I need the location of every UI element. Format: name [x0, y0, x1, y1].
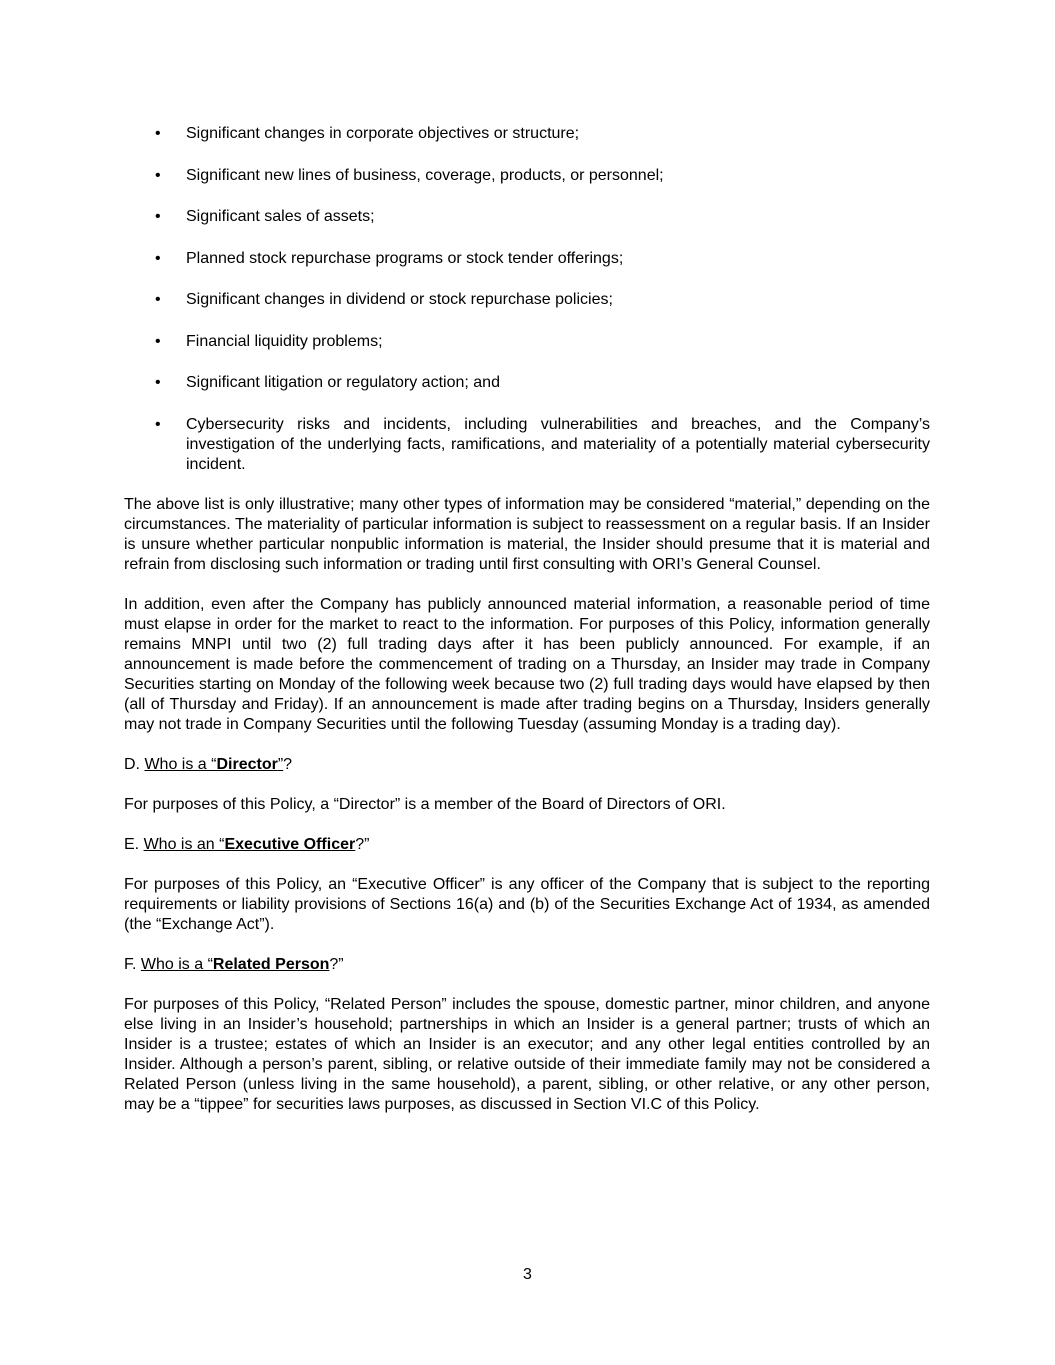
section-letter: D. — [124, 755, 145, 773]
list-item — [124, 207, 930, 227]
illustrative-list-paragraph: The above list is only illustrative; many other types of information may be considered “material,” depending on the circumstances. The materiality of particular information is subject to reassessment on a regular basis. If an Insider is unsure whether particular nonpublic information is material, the Insider should presume that it is material and refrain from disclosing such information or trading until first consulting with ORI’s General Counsel. — [124, 495, 930, 573]
list-item — [124, 415, 930, 475]
section-question: Who is an “Executive Officer — [143, 835, 356, 853]
defined-term: Director — [216, 755, 278, 773]
list-item-text: Planned stock repurchase programs or stock tender offerings; — [186, 249, 624, 267]
defined-term: Related Person — [212, 955, 330, 973]
page-content — [124, 124, 930, 1135]
section-letter: F. — [124, 955, 141, 973]
section-question: Who is a “Related Person — [140, 955, 330, 973]
section-heading-executive-officer: E. Who is an “Executive Officer?” — [124, 835, 370, 853]
bullet-icon: • — [155, 208, 161, 225]
list-item-text: Financial liquidity problems; — [186, 332, 383, 350]
list-item — [124, 166, 930, 186]
material-information-examples-list — [124, 124, 930, 475]
related-person-definition-paragraph: For purposes of this Policy, “Related Person” includes the spouse, domestic partner, minor children, and anyone else living in an Insider’s household; partnerships in which an Insider is a general partner; trusts of which an Insider is a trustee; estates of which an Insider is an executor; and any other legal entities controlled by an Insider. Although a person’s parent, sibling, or relative outside of their immediate family may not be considered a Related Person (unless living in the same household), a parent, sibling, or other relative, or any other person, may be a “tippee” for securities laws purposes, as discussed in Section VI.C of this Policy. — [124, 995, 930, 1113]
list-item-text: Significant sales of assets; — [186, 208, 375, 225]
executive-officer-definition-paragraph: For purposes of this Policy, an “Executive Officer” is any officer of the Company that is subject to the reporting requirements or liability provisions of Sections 16(a) and (b) of the Securities Exchange Act of 1934, as amended (the “Exchange Act”). — [124, 875, 930, 933]
list-item — [124, 249, 930, 269]
list-item-text: Significant changes in corporate objectives or structure; — [186, 125, 580, 142]
bullet-icon: • — [155, 125, 161, 142]
list-item-text: Cybersecurity risks and incidents, including vulnerabilities and breaches, and the Company’s investigation of the underlying facts, ramifications, and materiality of a potentially material cybersecurity incident. — [186, 415, 930, 473]
bullet-icon: • — [155, 166, 161, 184]
section-question: Who is a “Director” — [144, 755, 284, 773]
list-item — [124, 332, 930, 352]
section-heading-director: D. Who is a “Director”? — [124, 755, 293, 773]
list-item-text: Significant new lines of business, coverage, products, or personnel; — [186, 166, 664, 184]
list-item-text: Significant changes in dividend or stock repurchase policies; — [186, 291, 613, 308]
page-number: 3 — [523, 1266, 532, 1283]
defined-term: Executive Officer — [224, 835, 356, 853]
section-letter: E. — [124, 835, 144, 853]
list-item — [124, 290, 930, 310]
director-definition-paragraph: For purposes of this Policy, a “Director” is a member of the Board of Directors of ORI. — [124, 795, 726, 813]
section-heading-related-person: F. Who is a “Related Person?” — [124, 955, 344, 973]
bullet-icon: • — [155, 291, 161, 308]
bullet-icon: • — [155, 332, 161, 350]
list-item — [124, 124, 930, 144]
waiting-period-paragraph: In addition, even after the Company has publicly announced material information, a reasonable period of time must elapse in order for the market to react to the information. For purposes of this Policy, information generally remains MNPI until two (2) full trading days after it has been publicly announced. For example, if an announcement is made before the commencement of trading on a Thursday, an Insider may trade in Company Securities starting on Monday of the following week because two (2) full trading days would have elapsed by then (all of Thursday and Friday). If an announcement is made after trading begins on a Thursday, Insiders generally may not trade in Company Securities until the following Tuesday (assuming Monday is a trading day). — [124, 595, 930, 733]
bullet-icon: • — [155, 374, 161, 391]
bullet-icon: • — [155, 249, 161, 267]
list-item-text: Significant litigation or regulatory action; and — [186, 374, 500, 391]
bullet-icon: • — [155, 415, 161, 433]
list-item — [124, 373, 930, 393]
